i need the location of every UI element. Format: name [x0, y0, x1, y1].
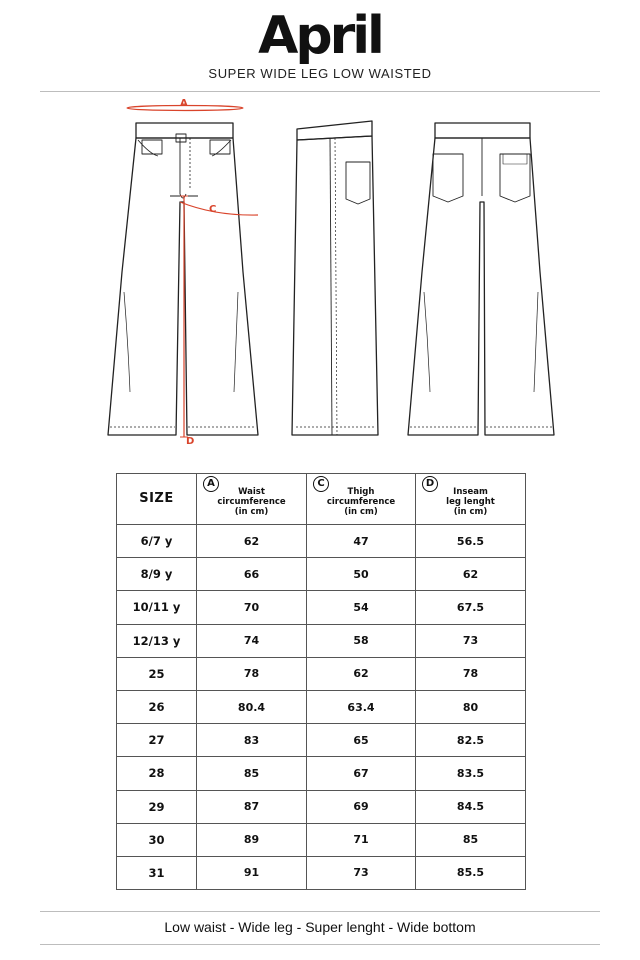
product-subtitle: SUPER WIDE LEG LOW WAISTED: [208, 66, 432, 81]
table-row: [117, 790, 526, 823]
brand-title: April: [258, 6, 382, 66]
size-cell: 30: [117, 823, 197, 856]
inseam-cell: 82.5: [416, 724, 526, 757]
waist-cell: 62: [197, 525, 307, 558]
badge-d: D: [422, 476, 438, 492]
size-column-header: SIZE: [117, 474, 197, 525]
footer-features: Low waist - Wide leg - Super lenght - Wide bottom: [164, 919, 476, 935]
size-chart-table: [116, 473, 526, 890]
inseam-cell: 83.5: [416, 757, 526, 790]
thigh-cell: 50: [307, 558, 416, 591]
inseam-cell: 84.5: [416, 790, 526, 823]
table-row: [117, 591, 526, 624]
jeans-technical-drawing: [0, 92, 640, 452]
waist-cell: 89: [197, 823, 307, 856]
size-cell: 12/13 y: [117, 624, 197, 657]
thigh-measure-line: [180, 202, 258, 215]
inseam-cell: 78: [416, 657, 526, 690]
table-row: [117, 856, 526, 889]
size-cell: 25: [117, 657, 197, 690]
table-row: [117, 690, 526, 723]
thigh-cell: 58: [307, 624, 416, 657]
thigh-cell: 62: [307, 657, 416, 690]
waist-cell: 70: [197, 591, 307, 624]
waist-cell: 80.4: [197, 690, 307, 723]
waist-cell: 74: [197, 624, 307, 657]
waist-cell: 91: [197, 856, 307, 889]
table-row: [117, 823, 526, 856]
size-cell: 28: [117, 757, 197, 790]
badge-a: A: [203, 476, 219, 492]
size-cell: 26: [117, 690, 197, 723]
inseam-cell: 56.5: [416, 525, 526, 558]
table-header-row: [117, 474, 526, 525]
side-view: [292, 121, 378, 435]
thigh-cell: 69: [307, 790, 416, 823]
thigh-cell: 67: [307, 757, 416, 790]
inseam-cell: 80: [416, 690, 526, 723]
badge-c: C: [313, 476, 329, 492]
inseam-cell: 85: [416, 823, 526, 856]
label-c: C: [209, 204, 217, 215]
waist-cell: 85: [197, 757, 307, 790]
waist-cell: 87: [197, 790, 307, 823]
inseam-cell: 67.5: [416, 591, 526, 624]
size-cell: 31: [117, 856, 197, 889]
thigh-cell: 47: [307, 525, 416, 558]
label-a: A: [180, 98, 188, 109]
thigh-cell: 71: [307, 823, 416, 856]
footer-divider-bottom: [40, 944, 600, 945]
table-row: [117, 757, 526, 790]
table-row: [117, 558, 526, 591]
table-row: [117, 724, 526, 757]
inseam-cell: 73: [416, 624, 526, 657]
inseam-cell: 62: [416, 558, 526, 591]
label-d: D: [186, 436, 195, 447]
thigh-cell: 63.4: [307, 690, 416, 723]
size-cell: 10/11 y: [117, 591, 197, 624]
inseam-column-header: D Inseam leg lenght (in cm): [416, 474, 526, 525]
waist-cell: 66: [197, 558, 307, 591]
back-view: [408, 123, 554, 435]
table-row: [117, 525, 526, 558]
thigh-cell: 54: [307, 591, 416, 624]
table-row: [117, 624, 526, 657]
size-cell: 8/9 y: [117, 558, 197, 591]
inseam-cell: 85.5: [416, 856, 526, 889]
thigh-cell: 73: [307, 856, 416, 889]
front-view: [108, 123, 258, 435]
table-row: [117, 657, 526, 690]
waist-column-header: A Waist circumference (in cm): [197, 474, 307, 525]
size-cell: 27: [117, 724, 197, 757]
waist-cell: 78: [197, 657, 307, 690]
thigh-cell: 65: [307, 724, 416, 757]
size-cell: 6/7 y: [117, 525, 197, 558]
footer-divider-top: [40, 911, 600, 912]
waist-cell: 83: [197, 724, 307, 757]
size-cell: 29: [117, 790, 197, 823]
thigh-column-header: C Thigh circumference (in cm): [307, 474, 416, 525]
